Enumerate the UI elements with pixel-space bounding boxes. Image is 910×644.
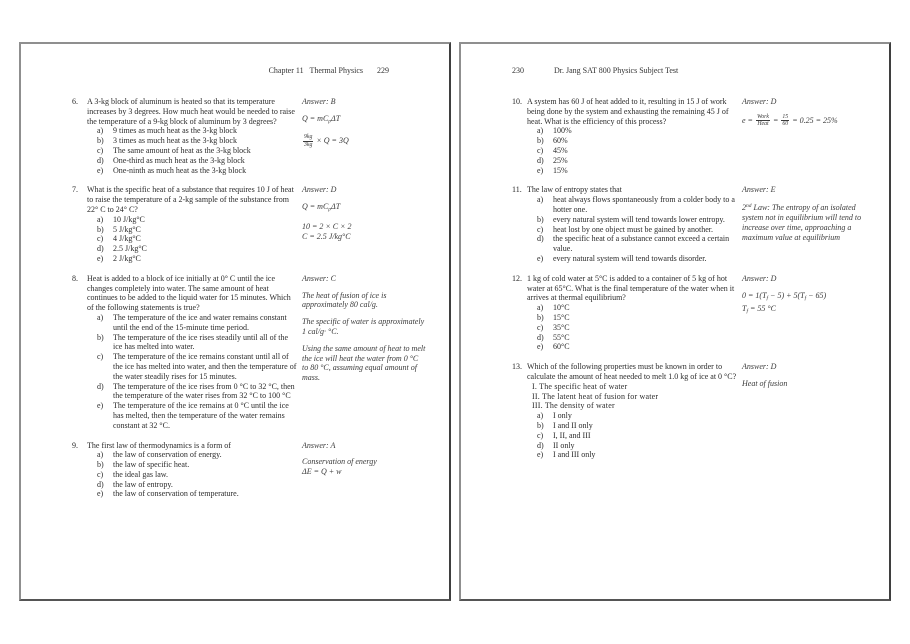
option-marker: b) (537, 214, 544, 224)
option (527, 441, 739, 451)
option (87, 333, 299, 353)
option-marker: e) (537, 450, 544, 460)
question-answer (742, 274, 890, 317)
option (87, 136, 299, 146)
question (461, 274, 889, 352)
option-marker: e) (537, 165, 544, 175)
page-header (461, 66, 889, 76)
option-text: 2 J/kg°C (113, 253, 141, 263)
question (21, 97, 449, 175)
option-marker: d) (97, 381, 104, 391)
option-marker: e) (97, 489, 104, 499)
answer-math-line: 10 = 2 × C × 2 (302, 222, 352, 232)
option-marker: b) (97, 224, 104, 234)
question-text: The first law of thermodynamics is a form of (87, 440, 231, 450)
answer-math-line: $T_f = 55$ °C (742, 303, 776, 315)
question-text: A 3-kg block of aluminum is heated so that its temperature increases by 3 degrees. How much heat would be needed to raise the temperature of a 9-kg block of aluminum by 3 degrees? (87, 97, 295, 126)
answer-lines (742, 114, 890, 128)
answer-math-line: e = $\frac{\text{Work}}{\text{Heat}}$ = $\frac{15}{60}$ = 0.25 = 25% (742, 113, 838, 128)
answer-math-line: $0 = 1(T_f - 5) + 5(T_f - 65)$ (742, 290, 827, 302)
question-number: 12. (512, 273, 522, 283)
question-options (527, 126, 739, 175)
answer-label: Answer: A (302, 440, 336, 450)
option (527, 254, 739, 264)
option-text: 15°C (553, 312, 570, 322)
question-answer (742, 362, 890, 389)
answer-lines (742, 202, 890, 242)
option-text: the law of specific heat. (113, 460, 190, 470)
option (527, 166, 739, 176)
question (21, 274, 449, 431)
option-text: The temperature of the ice and water remains constant until the end of the 15-minute time period. (113, 312, 287, 332)
option-text: the law of conservation of temperature. (113, 489, 239, 499)
option-marker: c) (537, 145, 544, 155)
option-marker: c) (97, 145, 104, 155)
question-body (527, 274, 739, 352)
option-text: II only (553, 440, 575, 450)
question-options (527, 411, 739, 460)
question-body (527, 97, 739, 175)
option-marker: c) (537, 224, 544, 234)
question-answer (302, 185, 450, 242)
option (87, 489, 299, 499)
option (527, 156, 739, 166)
option-marker: a) (537, 195, 544, 205)
question-body (87, 97, 299, 175)
answer-label: Answer: D (742, 362, 777, 372)
question-options (527, 195, 739, 264)
option-text: I and II only (553, 420, 593, 430)
question-number: 6. (72, 97, 78, 106)
option (527, 323, 739, 333)
answer-math-line: $Q = mC_p\Delta T$ (302, 113, 341, 125)
option (87, 146, 299, 156)
option-marker: b) (97, 136, 104, 146)
option-marker: a) (97, 450, 104, 460)
option (87, 244, 299, 254)
option-text: the law of entropy. (113, 479, 173, 489)
question-answer (302, 274, 450, 383)
question-body (527, 362, 739, 460)
question-body (87, 274, 299, 431)
option-text: 10 J/kg°C (113, 214, 145, 224)
option (527, 136, 739, 146)
answer-note-line: The specific of water is approximately 1 cal/g· °C. (302, 317, 425, 336)
fraction: $\frac{\text{Work}}{\text{Heat}}$ (756, 113, 769, 128)
answer-lines (742, 291, 890, 318)
option-text: 4 J/kg°C (113, 234, 141, 244)
option-text: 3 times as much heat as the 3-kg block (113, 136, 237, 146)
question-options (87, 126, 299, 175)
questions-list (21, 97, 449, 499)
option-marker: e) (97, 401, 104, 411)
option-text: the specific heat of a substance cannot exceed a certain value. (553, 234, 730, 254)
option-text: heat lost by one object must be gained by another. (553, 224, 713, 234)
question-body (87, 185, 299, 263)
question (461, 362, 889, 460)
book-page-left (19, 42, 451, 601)
option-text: 5 J/kg°C (113, 224, 141, 234)
answer-note-line: The heat of fusion of ice is approximately 80 cal/g. (302, 290, 387, 310)
header-title: Dr. Jang SAT 800 Physics Subject Test (554, 66, 679, 75)
option-marker: d) (537, 440, 544, 450)
option (527, 431, 739, 441)
answer-math-line: $Q = mC_p\Delta T$ (302, 202, 341, 213)
question-number: 13. (512, 362, 522, 372)
option (527, 225, 739, 235)
roman-item: III. The density of water (532, 401, 615, 411)
option-marker: a) (537, 411, 544, 421)
option-text: 2.5 J/kg°C (113, 244, 147, 254)
option (527, 342, 739, 352)
option (527, 450, 739, 460)
question-text: Which of the following properties must be known in order to calculate the amount of heat needed to melt 1.0 kg of ice at 0 °C? (527, 362, 737, 381)
option (87, 470, 299, 480)
question (21, 185, 449, 263)
option-text: I, II, and III (553, 430, 591, 440)
answer-label: Answer: D (302, 185, 337, 195)
answer-math-line: ΔE = Q + w (302, 467, 342, 477)
question-number: 8. (72, 273, 78, 283)
option-marker: d) (537, 332, 544, 342)
header-page-number: 229 (377, 66, 389, 75)
option (87, 480, 299, 490)
answer-label: Answer: E (742, 185, 776, 195)
option-text: the ideal gas law. (113, 469, 169, 479)
page-header (21, 66, 449, 76)
option-marker: d) (537, 155, 544, 165)
option-marker: a) (97, 214, 104, 224)
option-marker: d) (97, 244, 104, 254)
question-text: Heat is added to a block of ice initially at 0° C until the ice changes completely into water. The same amount of heat continues to be added to the liquid water for 15 minutes. Which of the following statements is true? (87, 273, 291, 313)
option (87, 254, 299, 264)
roman-item: I. The specific heat of water (532, 381, 628, 391)
header-page-number: 230 (512, 66, 524, 75)
option (87, 460, 299, 470)
option (527, 234, 739, 254)
question-options (527, 303, 739, 352)
question-text: What is the specific heat of a substance that requires 10 J of heat to raise the temperature of a 2-kg sample of the substance from 22° C to 24° C? (87, 185, 294, 214)
option-text: the law of conservation of energy. (113, 450, 222, 460)
question-answer (302, 97, 450, 148)
option-text: The same amount of heat as the 3-kg block (113, 145, 251, 155)
fraction: $\frac{9kg}{3kg}$ (304, 134, 313, 148)
option-marker: a) (537, 126, 544, 136)
header-title: Chapter 11 Thermal Physics (268, 66, 363, 75)
option-text: One-third as much heat as the 3-kg block (113, 155, 245, 165)
question-options (87, 313, 299, 431)
question (461, 185, 889, 263)
option-text: 55°C (553, 332, 570, 342)
option (87, 234, 299, 244)
answer-lines (742, 379, 890, 389)
option-marker: c) (97, 469, 104, 479)
option-text: 60°C (553, 342, 570, 352)
option-text: 15% (553, 165, 568, 175)
answer-math-line: C = 2.5 J/kg°C (302, 232, 351, 242)
option (527, 303, 739, 313)
question-number: 11. (512, 185, 522, 195)
option-text: 35°C (553, 322, 570, 332)
option-text: every natural system will tend towards lower entropy. (553, 214, 725, 224)
option-text: 45% (553, 145, 568, 155)
option (87, 156, 299, 166)
roman-item: II. The latent heat of fusion for water (532, 391, 659, 401)
option-marker: d) (97, 479, 104, 489)
option (87, 401, 299, 430)
question-answer (742, 185, 890, 242)
answer-math-line: $\frac{9kg}{3kg}$ × Q = 3Q (304, 134, 349, 148)
option-text: 9 times as much heat as the 3-kg block (113, 126, 237, 136)
option-text: every natural system will tend towards disorder. (553, 253, 707, 263)
answer-note-line: 2nd Law: The entropy of an isolated system not in equilibrium will tend to increase over time, approaching a maximum value at equilibrium (742, 203, 862, 242)
option-marker: a) (97, 126, 104, 136)
answer-note-line: Heat of fusion (742, 378, 788, 388)
option (527, 146, 739, 156)
option-marker: b) (537, 420, 544, 430)
answer-lines (302, 114, 450, 149)
option-marker: e) (97, 253, 104, 263)
option-text: The temperature of the ice rises steadily until all of the ice has melted into water. (113, 332, 289, 352)
option-text: 60% (553, 136, 568, 146)
option (87, 382, 299, 402)
option (87, 313, 299, 333)
option-marker: c) (97, 352, 104, 362)
option-text: The temperature of the ice remains at 0 °C until the ice has melted, then the temperature of the water remains constant at 32 °C. (113, 401, 289, 430)
answer-label: Answer: D (742, 273, 777, 283)
answer-label: Answer: D (742, 97, 777, 106)
question-number: 9. (72, 440, 78, 450)
question-number: 7. (72, 185, 78, 195)
option-marker: b) (97, 332, 104, 342)
option (87, 225, 299, 235)
option-marker: e) (97, 165, 104, 175)
option (527, 411, 739, 421)
question-sub-items (527, 382, 739, 411)
option-marker: b) (537, 312, 544, 322)
question-answer (742, 97, 890, 128)
question-answer (302, 441, 450, 477)
option-marker: b) (97, 460, 104, 470)
option (527, 215, 739, 225)
option (527, 126, 739, 136)
option-marker: a) (537, 303, 544, 313)
question-body (527, 185, 739, 263)
option-marker: b) (537, 136, 544, 146)
question-body (87, 441, 299, 500)
option-text: 25% (553, 155, 568, 165)
option-text: I only (553, 411, 572, 421)
option (87, 126, 299, 136)
fraction: $\frac{15}{60}$ (782, 113, 789, 128)
question-text: 1 kg of cold water at 5°C is added to a container of 5 kg of hot water at 65°C. What is the final temperature of the water when it arrives at thermal equilibrium? (527, 273, 735, 303)
answer-lines (302, 457, 450, 477)
option-marker: d) (537, 234, 544, 244)
answer-note-line: Conservation of energy (302, 457, 377, 467)
option-text: I and III only (553, 450, 596, 460)
answer-note-line: Using the same amount of heat to melt the ice will heat the water from 0 °C to 80 °C, assuming equal amount of mass. (302, 343, 426, 383)
option-marker: c) (97, 234, 104, 244)
book-page-right (459, 42, 891, 601)
answer-lines (302, 202, 450, 242)
option-marker: e) (537, 253, 544, 263)
option (527, 195, 739, 215)
option-text: The temperature of the ice rises from 0 °C to 32 °C, then the temperature of the water rises from 32 °C to 100 °C (113, 381, 295, 401)
question-text: The law of entropy states that (527, 185, 622, 195)
option (87, 166, 299, 176)
option-marker: e) (537, 342, 544, 352)
answer-label: Answer: B (302, 97, 336, 106)
question (21, 441, 449, 500)
option-text: 10°C (553, 303, 570, 313)
answer-lines (302, 291, 450, 383)
option-text: heat always flows spontaneously from a colder body to a hotter one. (553, 195, 735, 214)
option-marker: d) (97, 155, 104, 165)
question-text: A system has 60 J of heat added to it, resulting in 15 J of work being done by the system and exhausting the remaining 45 J of heat. What is the efficiency of this process? (527, 97, 729, 126)
question-options (87, 215, 299, 264)
option-text: One-ninth as much heat as the 3-kg block (113, 165, 247, 175)
option-marker: c) (537, 430, 544, 440)
option-text: The temperature of the ice remains constant until all of the ice has melted into water, and then the temperature of the water steadily rises for 15 minutes. (113, 352, 297, 381)
option (87, 215, 299, 225)
question-options (87, 450, 299, 499)
option-marker: a) (97, 312, 104, 322)
answer-label: Answer: C (302, 273, 336, 283)
option (527, 313, 739, 323)
option (527, 333, 739, 343)
question-number: 10. (512, 97, 522, 106)
option (87, 450, 299, 460)
option-text: 100% (553, 126, 572, 136)
option (527, 421, 739, 431)
question (461, 97, 889, 175)
option-marker: c) (537, 322, 544, 332)
option (87, 352, 299, 381)
questions-list (461, 97, 889, 460)
